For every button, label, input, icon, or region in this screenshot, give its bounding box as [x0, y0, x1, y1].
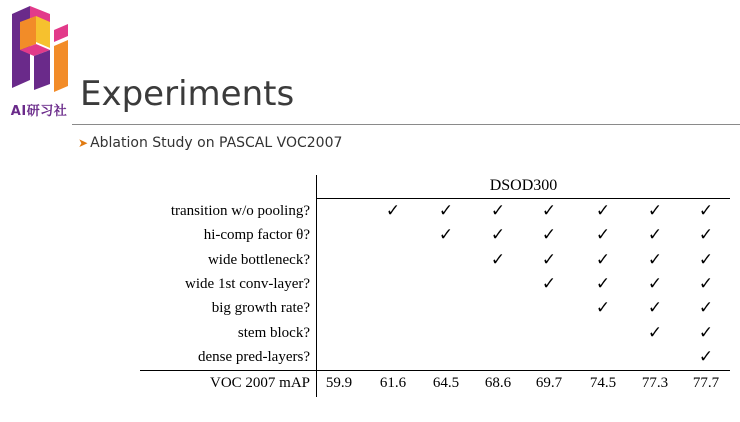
- check-icon: ✓: [647, 201, 663, 221]
- row-label: transition w/o pooling?: [170, 203, 310, 219]
- check-icon: ✓: [698, 225, 714, 246]
- check-icon: ✓: [595, 249, 611, 270]
- map-value: 64.5: [432, 375, 460, 391]
- check-icon: ✓: [490, 225, 506, 246]
- check-icon: ✓: [647, 273, 663, 294]
- row-label: wide 1st conv-layer?: [185, 275, 310, 292]
- check-icon: ✓: [438, 201, 454, 221]
- check-icon: ✓: [438, 225, 454, 246]
- check-icon: ✓: [698, 298, 714, 319]
- check-icon: ✓: [647, 298, 663, 319]
- check-icon: ✓: [698, 273, 714, 294]
- row-label: dense pred-layers?: [197, 348, 310, 365]
- arrow-bullet-icon: ➤: [78, 136, 89, 150]
- check-icon: ✓: [595, 225, 611, 246]
- row-label: wide bottleneck?: [207, 251, 310, 268]
- check-icon: ✓: [385, 201, 401, 221]
- row-label: big growth rate?: [211, 300, 310, 317]
- check-icon: ✓: [647, 225, 663, 246]
- map-value: 77.7: [692, 375, 720, 391]
- logo-text: AI研习社: [10, 104, 68, 119]
- check-icon: ✓: [698, 346, 714, 367]
- table-header-dsod300: DSOD300: [489, 177, 558, 194]
- bullet-text: Ablation Study on PASCAL VOC2007: [90, 135, 343, 151]
- ai-yanxishe-logo: [2, 4, 74, 122]
- map-value: 59.9: [325, 375, 353, 391]
- check-icon: ✓: [541, 273, 557, 294]
- logo-mark-icon: [6, 4, 72, 96]
- map-value: 61.6: [379, 375, 407, 391]
- table-vertical-rule: [316, 175, 317, 397]
- slide-title: Experiments: [80, 74, 295, 114]
- map-value: 74.5: [589, 375, 617, 391]
- check-icon: ✓: [595, 201, 611, 221]
- check-icon: ✓: [647, 322, 663, 343]
- check-icon: ✓: [698, 322, 714, 343]
- check-icon: ✓: [541, 249, 557, 270]
- map-value: 69.7: [535, 375, 563, 391]
- check-icon: ✓: [595, 298, 611, 319]
- check-icon: ✓: [490, 201, 506, 221]
- check-icon: ✓: [647, 249, 663, 270]
- check-icon: ✓: [698, 201, 714, 221]
- check-icon: ✓: [698, 249, 714, 270]
- map-value: 77.3: [641, 375, 669, 391]
- row-label: hi-comp factor θ?: [203, 227, 310, 244]
- bullet-item: [78, 135, 342, 151]
- check-icon: ✓: [595, 273, 611, 294]
- row-label: stem block?: [237, 324, 310, 341]
- map-value: 68.6: [484, 375, 512, 391]
- check-icon: ✓: [541, 201, 557, 221]
- title-divider: [72, 124, 740, 125]
- check-icon: ✓: [490, 249, 506, 270]
- metric-label: VOC 2007 mAP: [209, 375, 310, 391]
- check-icon: ✓: [541, 225, 557, 246]
